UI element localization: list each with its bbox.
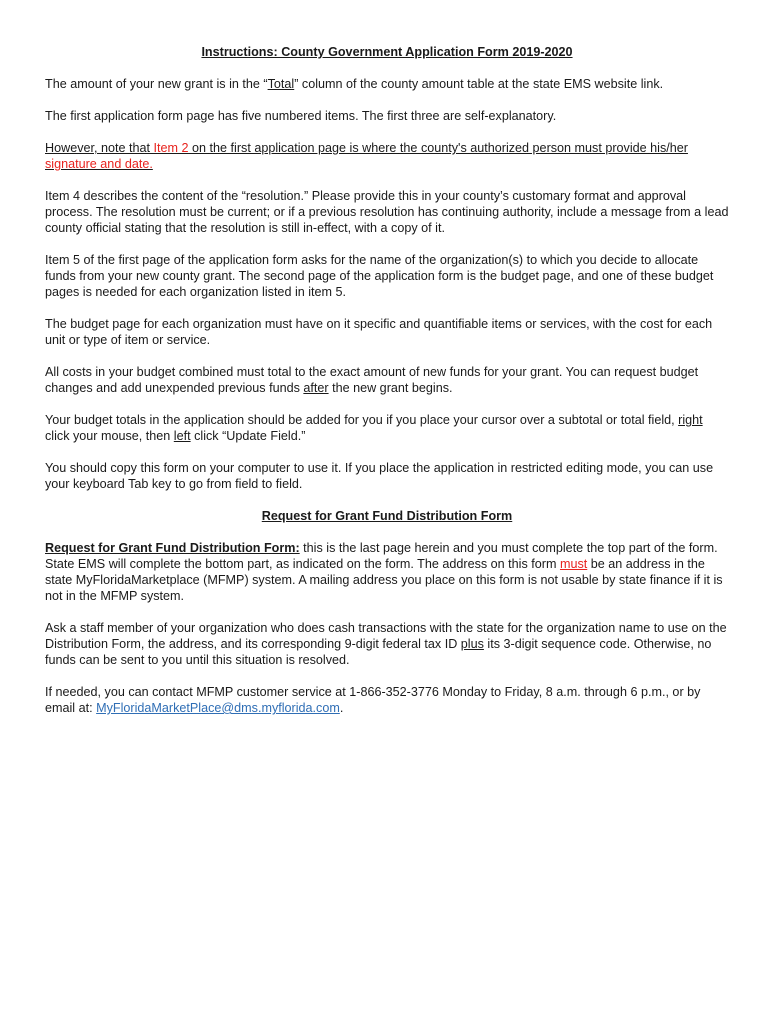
text: All costs in your budget combined must total to the exact amount of new funds for your grant. You can request budget changes and add unexpended previous funds bbox=[45, 365, 699, 395]
text: ” column of the county amount table at the state EMS website link. bbox=[294, 77, 664, 91]
paragraph-staff-member bbox=[45, 620, 729, 668]
paragraph-budget-page: The budget page for each organization must have on it specific and quantifiable items or services, with the cost for each unit or type of item or service. bbox=[45, 317, 713, 347]
paragraph-contact bbox=[45, 684, 729, 716]
plus-underlined: plus bbox=[460, 637, 484, 651]
text: If needed, you can contact MFMP customer service at 1-866-352-3776 Monday to Friday, 8 a.m. through 6 p.m., or by email at: bbox=[45, 685, 701, 715]
total-underlined: Total bbox=[267, 77, 295, 91]
after-underlined: after bbox=[303, 381, 329, 395]
paragraph-budget-costs bbox=[45, 364, 729, 396]
text: Your budget totals in the application should be added for you if you place your cursor over a subtotal or total field, bbox=[45, 413, 679, 427]
text: The amount of your new grant is in the “ bbox=[45, 77, 268, 91]
paragraph-distribution-form bbox=[45, 540, 729, 604]
paragraph-first-page: The first application form page has five numbered items. The first three are self-explanatory. bbox=[45, 109, 557, 123]
paragraph-resolution: Item 4 describes the content of the “resolution.” Please provide this in your county’s customary format and approval process. The resolution must be current; or if a previous resolution has continuing authority, include a message from a lead county official stating that the resolution is still in-effect, with a copy of it. bbox=[45, 189, 729, 235]
right-underlined: right bbox=[678, 413, 703, 427]
text: click your mouse, then bbox=[45, 429, 174, 443]
document-title: Instructions: County Government Application Form 2019-2020 bbox=[201, 45, 573, 59]
left-underlined: left bbox=[173, 429, 191, 443]
paragraph-item2-note bbox=[45, 140, 729, 172]
paragraph-grant-amount bbox=[45, 76, 729, 92]
text: on the first application page is where the county's authorized person must provide his/her bbox=[188, 141, 688, 155]
text: However, note that bbox=[45, 141, 154, 155]
paragraph-update-field bbox=[45, 412, 729, 444]
text: . bbox=[339, 701, 344, 715]
document-body bbox=[45, 44, 729, 732]
must-highlight: must bbox=[559, 557, 588, 571]
email-link[interactable]: MyFloridaMarketPlace@dms.myflorida.com bbox=[96, 701, 340, 715]
distribution-form-lead: Request for Grant Fund Distribution Form: bbox=[45, 541, 300, 555]
text: the new grant begins. bbox=[328, 381, 453, 395]
text: its 3-digit sequence code. Otherwise, no funds can be sent to you until this situation is resolved. bbox=[45, 637, 712, 667]
section-heading-distribution: Request for Grant Fund Distribution Form bbox=[261, 509, 513, 523]
signature-date-highlight: signature and date. bbox=[45, 157, 153, 171]
text: click “Update Field.” bbox=[190, 429, 306, 443]
item2-highlight: Item 2 bbox=[153, 141, 189, 155]
text: Ask a staff member of your organization who does cash transactions with the state for the organization name to use on the Distribution Form, the address, and its corresponding 9-digit federal tax ID bbox=[45, 621, 727, 651]
text: be an address in the state MyFloridaMarketplace (MFMP) system. A mailing address you place on this form is not usable by state finance if it is not in the MFMP system. bbox=[45, 557, 723, 603]
text: this is the last page herein and you must complete the top part of the form. State EMS will complete the bottom part, as indicated on the form. The address on this form bbox=[45, 541, 718, 571]
paragraph-copy-form: You should copy this form on your computer to use it. If you place the application in restricted editing mode, you can use your keyboard Tab key to go from field to field. bbox=[45, 461, 714, 491]
paragraph-item5: Item 5 of the first page of the application form asks for the name of the organization(s) to which you decide to allocate funds from your new county grant. The second page of the application form is the budget page, and one of these budget pages is needed for each organization listed in item 5. bbox=[45, 253, 714, 299]
